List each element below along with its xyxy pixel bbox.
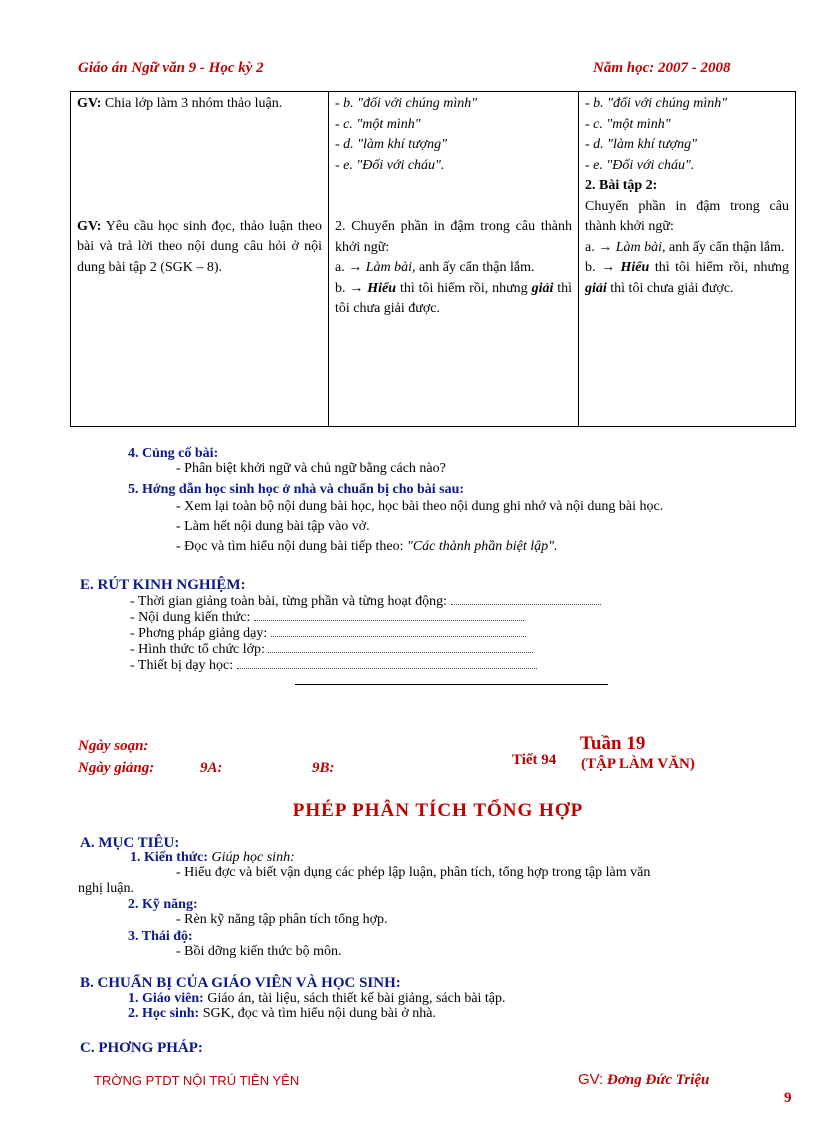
page-number: 9 xyxy=(784,1090,792,1106)
section-5-title: 5. Hớng dẫn học sinh học ở nhà và chuẩn bị cho bài sau: xyxy=(128,482,465,497)
activity-table xyxy=(70,91,796,427)
gv-task-1: GV: Chia lớp làm 3 nhóm thảo luận. xyxy=(77,96,283,111)
class-9a: 9A: xyxy=(200,760,223,776)
content-column xyxy=(579,92,796,427)
tuan: Tuần 19 xyxy=(580,733,646,754)
answer-item: - b. "đối với chúng mình" xyxy=(335,96,478,111)
rutkinh-item-3: - Phơng pháp giảng dạy: xyxy=(130,625,526,642)
ky-nang-label: 2. Kỹ năng: xyxy=(128,897,198,912)
section-5-line-2: - Làm hết nội dung bài tập vào vở. xyxy=(176,519,370,534)
rutkinh-item-5: - Thiết bị dạy học: xyxy=(130,657,537,674)
rutkinh-item-4: - Hình thức tổ chức lớp: xyxy=(130,641,533,658)
kien-thuc-line-1: - Hiểu đợc và biết vận dụng các phép lập luận, phân tích, tổng hợp trong tập làm văn xyxy=(176,865,651,880)
ngay-soan: Ngày soạn: xyxy=(78,738,149,754)
section-5-line-1: - Xem lại toàn bộ nội dung bài học, học bài theo nội dung ghi nhớ và nội dung bài học. xyxy=(176,499,664,514)
answer-item: - c. "một mình" xyxy=(335,116,421,132)
footer-teacher: GV: Đơng Đức Triệu xyxy=(578,1071,710,1088)
header-right: Năm học: 2007 - 2008 xyxy=(593,60,731,76)
teacher-column xyxy=(71,92,329,427)
hoc-sinh-prep: 2. Học sinh: SGK, đọc và tìm hiểu nội dung bài ở nhà. xyxy=(128,1006,437,1021)
ngay-giang: Ngày giảng: xyxy=(78,760,155,776)
thai-do-line: - Bồi dỡng kiến thức bộ môn. xyxy=(176,944,342,959)
rutkinh-item-1: - Thời gian giảng toàn bài, từng phần và từng hoạt động: xyxy=(130,593,601,610)
section-c-title: C. PHƠNG PHÁP: xyxy=(80,1040,203,1056)
exercise-2-b: b. → Hiểu thì tôi hiểm rồi, nhưng giải thì tôi chưa giải được. xyxy=(585,260,790,296)
section-4-line: - Phân biệt khởi ngữ và chủ ngữ bằng cách nào? xyxy=(176,461,446,476)
answer-item: - d. "làm khí tượng" xyxy=(335,137,448,152)
exercise-2-prompt: Chuyển phần in đậm trong câu thành khởi ngữ: xyxy=(585,198,789,234)
exercise-2-prompt: 2. Chuyển phần in đậm trong câu thành khởi ngữ: xyxy=(335,219,572,255)
exercise-2-title: 2. Bài tập 2: xyxy=(585,178,658,193)
kien-thuc-line-2: nghị luận. xyxy=(78,881,134,896)
footer-school: TRỜNG PTDT NỘI TRÚ TIÊN YÊN xyxy=(94,1073,300,1088)
giao-vien-prep: 1. Giáo viên: Giáo án, tài liệu, sách thiết kế bài giảng, sách bài tập. xyxy=(128,991,506,1006)
section-5-line-3: - Đọc và tìm hiểu nội dung bài tiếp theo: "Các thành phần biệt lập". xyxy=(176,539,558,554)
thai-do-label: 3. Thái độ: xyxy=(128,929,193,944)
content-item: - b. "đối với chúng mình" xyxy=(585,96,728,111)
rutkinh-item-2: - Nội dung kiến thức: xyxy=(130,609,524,626)
ky-nang-line: - Rèn kỹ năng tập phân tích tổng hợp. xyxy=(176,912,388,927)
content-item: - d. "làm khí tượng" xyxy=(585,137,698,152)
section-4-title: 4. Củng cố bài: xyxy=(128,446,219,461)
kien-thuc: 1. Kiến thức: Giúp học sinh: xyxy=(130,850,295,865)
exercise-2-b: b. → Hiểu thì tôi hiểm rồi, nhưng giải thì tôi chưa giải được. xyxy=(335,280,573,316)
gv-task-2: GV: Yêu cầu học sinh đọc, thảo luận theo bài và trả lời theo nội dung câu hỏi ở nội dung bài tập 2 (SGK – 8). xyxy=(77,218,323,275)
exercise-2-a: a. → Làm bài, anh ấy cẩn thận lắm. xyxy=(335,260,535,275)
exercise-2-a: a. → Làm bài, anh ấy cẩn thận lắm. xyxy=(585,239,785,255)
class-9b: 9B: xyxy=(312,760,335,776)
lesson-title: PHÉP PHÂN TÍCH TỔNG HỢP xyxy=(292,800,584,821)
section-b-title: B. CHUẨN BỊ CỦA GIÁO VIÊN VÀ HỌC SINH: xyxy=(80,975,401,991)
answer-item: - e. "Đối với cháu". xyxy=(335,157,445,173)
tiet: Tiết 94 xyxy=(512,752,557,768)
content-item: - e. "Đối với cháu". xyxy=(585,157,695,173)
lesson-type: (TẬP LÀM VĂN) xyxy=(581,756,695,772)
divider xyxy=(295,684,608,685)
rutkinh-title: E. RÚT KINH NGHIỆM: xyxy=(80,577,246,593)
student-column xyxy=(329,92,579,427)
header-left: Giáo án Ngữ văn 9 - Học kỳ 2 xyxy=(78,60,264,76)
section-a-title: A. MỤC TIÊU: xyxy=(80,835,180,851)
content-item: - c. "một mình" xyxy=(585,116,671,132)
